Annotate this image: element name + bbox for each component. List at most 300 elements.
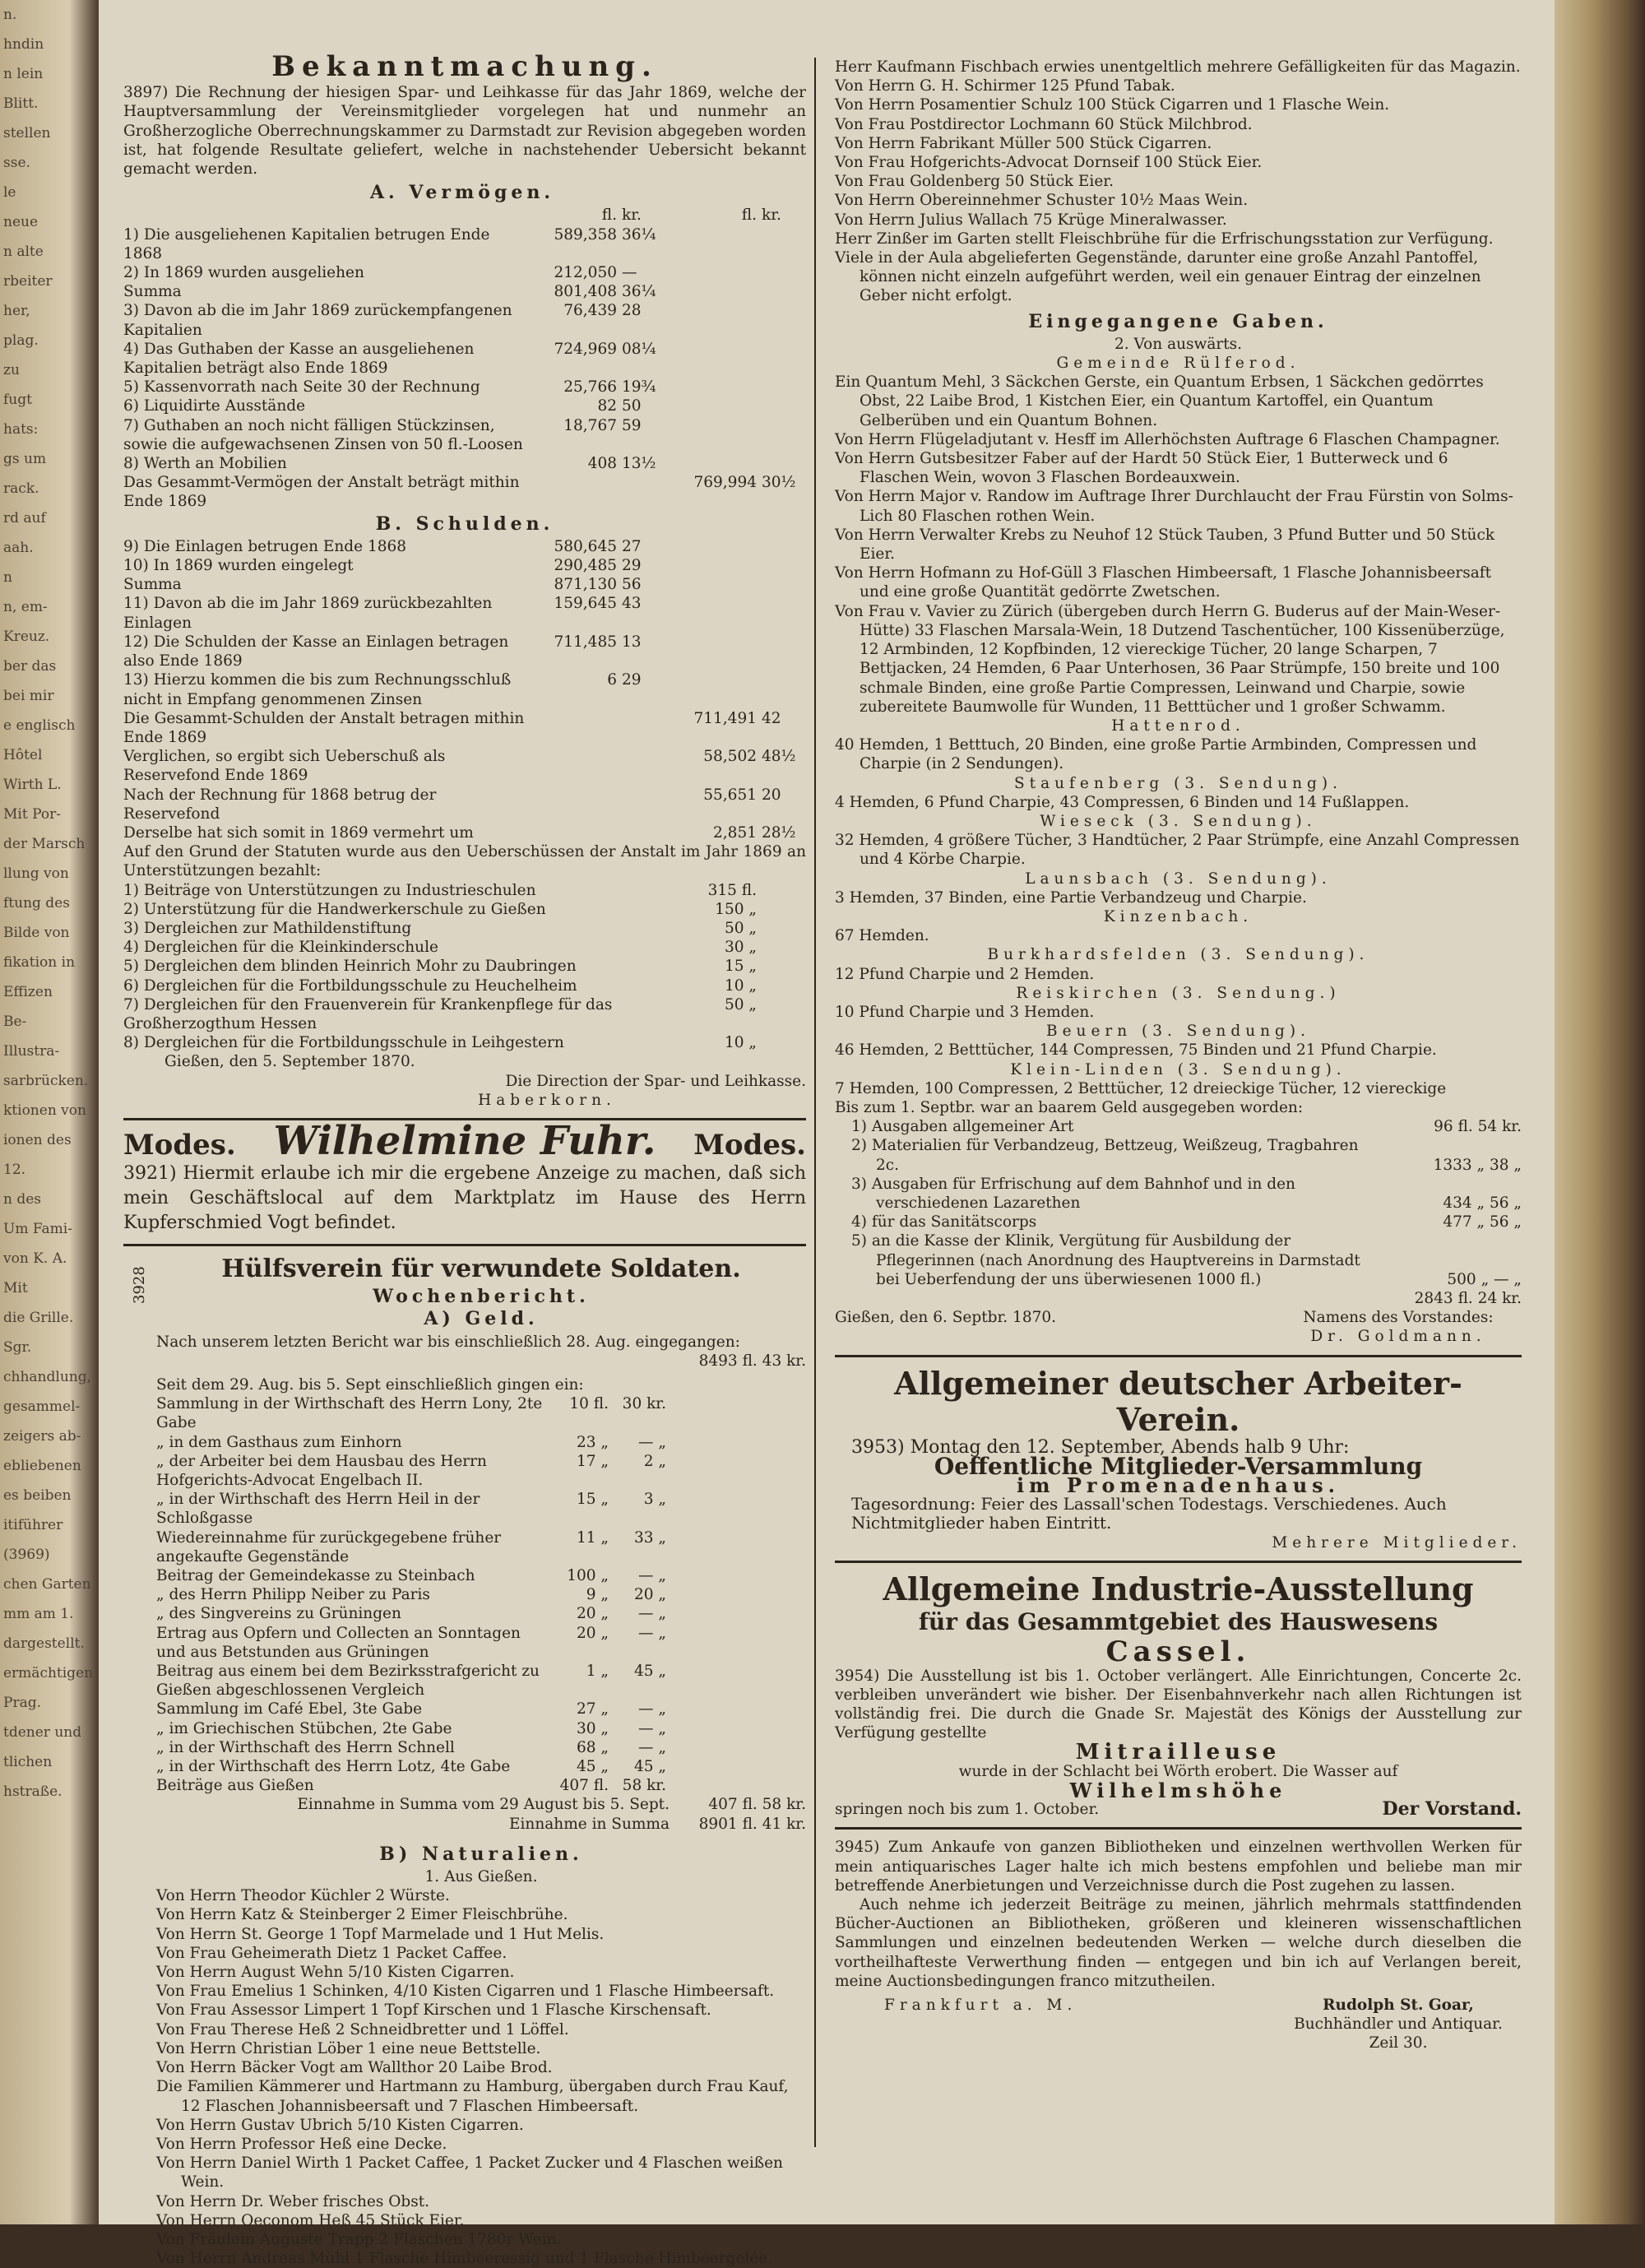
strip-line: tlichen: [3, 1754, 53, 1770]
cell-kr2: 28½: [762, 823, 796, 842]
strip-line: chen Garten: [3, 1576, 91, 1593]
list-item: Von Frau Geheimerath Dietz 1 Packet Caffee.: [156, 1944, 507, 1962]
cell-kr: — „: [638, 1433, 666, 1451]
list-item: Von Herrn Daniel Wirth 1 Packet Caffee, 1 Packet Zucker und 4 Flaschen weißen Wein.: [156, 2154, 783, 2191]
list-item: 7 Hemden, 100 Compressen, 2 Betttücher, 12 dreieckige Tücher, 12 viereckige: [835, 1079, 1447, 1097]
bekanntmachung-date: Gießen, den 5. September 1870.: [164, 1053, 415, 1071]
cell-kr1: 36¼: [622, 225, 656, 243]
cell-kr1: 50: [622, 397, 642, 415]
cell-kr: — „: [638, 1738, 666, 1756]
industrie-text: 3954) Die Ausstellung ist bis 1. October verlängert. Alle Einrichtungen, Concerte 2c. verbleiben unverändert wie bisher. Der Eisenbahnverkehr nach allen Richtungen ist vollständig frei. Die durch die Gnade Sr. Majestät des Königs der Ausstellung zur Verfügung gestellte: [835, 1667, 1522, 1742]
goar-name: Rudolph St. Goar,: [1323, 1997, 1474, 2015]
cell-amount: 10 „: [724, 976, 757, 995]
place-heading: Kinzenbach.: [1103, 907, 1253, 925]
table-row: [123, 881, 806, 900]
table-row: [156, 1433, 806, 1452]
cell-desc: 3) Dergleichen zur Mathildenstiftung: [123, 919, 412, 937]
goar-role: Buchhändler und Antiquar.: [1294, 2015, 1503, 2034]
strip-line: n des: [3, 1191, 42, 1208]
strip-line: rd auf: [3, 510, 46, 526]
cell-kr: 58 kr.: [622, 1777, 666, 1795]
table-row: [123, 976, 806, 995]
table-row: [851, 1117, 1522, 1136]
cell-desc: Nach der Rechnung für 1868 betrug der Reservefond: [123, 786, 437, 823]
strip-line: Kreuz.: [3, 628, 50, 645]
list-item: Ein Quantum Mehl, 3 Säckchen Gerste, ein Quantum Erbsen, 1 Säckchen gedörrtes Obst, 22 Laibe Brod, 1 Kistchen Eier, ein Quantum Kartoffel, ein Quantum Gelberüben und ein Quantum Bohnen.: [835, 373, 1484, 429]
list-item: Von Herrn August Wehn 5/10 Kisten Cigarren.: [156, 1964, 515, 1982]
strip-line: sse.: [3, 155, 30, 171]
strip-line: neue: [3, 214, 39, 230]
strip-line: die Grille.: [3, 1310, 74, 1326]
hilfs-title: Hülfsverein für verwundete Soldaten.: [221, 1255, 741, 1284]
cell-kr1: 59: [622, 416, 642, 434]
industrie-mitrailleuse: Mitrailleuse: [1075, 1739, 1281, 1765]
cell-kr2: [757, 594, 806, 632]
cell-desc: „ in der Wirthschaft des Herrn Lotz, 4te Gabe: [156, 1758, 511, 1776]
strip-line: fugt: [3, 392, 32, 408]
strip-line: llung von: [3, 865, 69, 882]
column-headers: fl. kr. fl. kr.: [601, 206, 781, 225]
section-b-title: B. Schulden.: [375, 513, 554, 535]
table-row: [851, 1175, 1522, 1213]
cell-desc: 4) Das Guthaben der Kasse an ausgeliehenen Kapitalien beträgt also Ende 1869: [123, 340, 475, 378]
cell-desc: 10) In 1869 wurden eingelegt: [123, 557, 354, 575]
table-row: [123, 670, 806, 708]
table-row: [851, 1231, 1522, 1289]
table-row: [123, 995, 806, 1033]
hilfs-number: 3928: [131, 1266, 148, 1305]
table-row: [156, 1700, 806, 1718]
cell-desc: „ in dem Gasthaus zum Einhorn: [156, 1433, 402, 1451]
cell-kr2: 30½: [762, 474, 796, 492]
cell-desc: „ in der Wirthschaft des Herrn Heil in der Schloßgasse: [156, 1491, 480, 1528]
list-item: Von Fräulein Auguste Trapp 2 Flaschen 1780r Wein.: [156, 2230, 562, 2248]
list-item: Von Frau v. Vavier zu Zürich (übergeben durch Herrn G. Buderus auf der Main-Weser-Hütte) 33 Flaschen Marsala-Wein, 18 Dutzend Taschentücher, 100 Kissenüberzüge, 12 Armbinden, 12 Kopfbinden, 12 viereckige Tücher, 20 lange Scharpen, 7 Bettjacken, 24 Hemden, 6 Paar Unterhosen, 36 Paar Strümpfe, 150 breite und 100 schmale Binden, eine große Partie Compressen, Leinwand und Charpie, sowie zubereitete Baumwolle für Wunden, 11 Betttücher und 1 großer Schwamm.: [835, 602, 1505, 716]
place-heading: Launsbach (3. Sendung).: [1025, 870, 1332, 888]
cell-kr1: 27: [622, 537, 642, 555]
cell-desc: Die Gesammt-Schulden der Anstalt betragen mithin Ende 1869: [123, 709, 525, 746]
table-row: [156, 1566, 806, 1585]
cell-fl2: [666, 454, 757, 473]
strip-line: Be-: [3, 1013, 27, 1030]
table-row: [123, 263, 806, 282]
hilfs-a-intro: Nach unserem letzten Bericht war bis einschließlich 28. Aug. eingegangen:: [156, 1333, 740, 1351]
cell-fl2: [666, 301, 757, 339]
strip-line: Sgr.: [3, 1339, 32, 1356]
list-item: Von Herrn Obereinnehmer Schuster 10½ Maas Wein.: [835, 192, 1249, 210]
place-heading: Klein-Linden (3. Sendung).: [1010, 1060, 1346, 1078]
cell-fl2: [666, 378, 757, 397]
hilfs-subtitle: Wochenbericht.: [373, 1286, 590, 1308]
strip-line: Hôtel: [3, 747, 43, 763]
table-row: [156, 1738, 806, 1757]
arbeiter-sign: Mehrere Mitglieder.: [1272, 1533, 1522, 1551]
cell-kr2: [757, 416, 806, 454]
table-row: [851, 1213, 1522, 1231]
cell-desc: 4) für das Sanitätscorps: [851, 1213, 1037, 1231]
cell-kr1: [617, 747, 666, 785]
cell-fl2: [666, 340, 757, 378]
table-row: [123, 225, 806, 263]
cell-desc: 2) Materialien für Verbandzeug, Bettzeug, Weißzeug, Tragbahren 2c.: [851, 1137, 1359, 1174]
cell-fl: 1 „: [586, 1663, 609, 1681]
table-row: [123, 537, 806, 556]
cell-amount: 477 „ 56 „: [1443, 1213, 1522, 1231]
cell-fl2: [666, 397, 757, 415]
strip-line: ftung des: [3, 895, 70, 911]
cell-fl1: 871,130: [554, 576, 617, 594]
bekanntmachung-mid-text: Auf den Grund der Statuten wurde aus den Ueberschüssen der Anstalt im Jahr 1869 an Unterstützungen bezahlt:: [123, 843, 806, 880]
strip-line: Mit: [3, 1280, 28, 1296]
list-item: Von Frau Postdirector Lochmann 60 Stück Milchbrod.: [835, 115, 1253, 133]
strip-line: n: [3, 569, 12, 586]
cell-desc: Summa: [123, 576, 182, 594]
cell-desc: 3) Davon ab die im Jahr 1869 zurückempfangenen Kapitalien: [123, 302, 512, 339]
cell-amount: 10 „: [724, 1034, 757, 1052]
list-item: Von Herrn Verwalter Krebs zu Neuhof 12 Stück Tauben, 3 Pfund Butter und 50 Stück Eier.: [835, 526, 1495, 564]
strip-line: Prag.: [3, 1695, 41, 1711]
page-edge: [1555, 0, 1645, 2224]
cell-kr: 20 „: [633, 1586, 666, 1604]
list-item: Von Frau Emelius 1 Schinken, 4/10 Kisten Cigarren und 1 Flasche Himbeersaft.: [156, 1983, 775, 2001]
cell-fl1: 82: [597, 397, 617, 415]
modes-label-right: Modes.: [693, 1128, 806, 1162]
cell-fl2: [666, 633, 757, 670]
ausgaben-signature-name: Dr. Goldmann.: [1310, 1328, 1486, 1346]
cell-fl1: 6: [607, 671, 617, 689]
strip-line: ionen des: [3, 1132, 72, 1148]
cell-desc: Beiträge aus Gießen: [156, 1777, 314, 1795]
place-heading: Beuern (3. Sendung).: [1046, 1023, 1310, 1041]
list-item: 12 Pfund Charpie und 2 Hemden.: [835, 965, 1095, 983]
list-item: 3 Hemden, 37 Binden, eine Partie Verbandzeug und Charpie.: [835, 888, 1307, 907]
left-column: [123, 50, 806, 2268]
modes-text: 3921) Hiermit erlaube ich mir die ergebene Anzeige zu machen, daß sich mein Geschäftslocal auf dem Marktplatz im Hause des Herrn Kupferschmied Vogt befindet.: [123, 1163, 806, 1234]
goar-place: Frankfurt a. M.: [884, 1997, 1077, 2015]
cell-desc: Verglichen, so ergibt sich Ueberschuß als Reservefond Ende 1869: [123, 748, 446, 785]
cell-fl2: [666, 225, 757, 263]
table-row: [123, 823, 806, 842]
ausgaben-intro: Bis zum 1. Septbr. war an baarem Geld ausgegeben worden:: [835, 1098, 1304, 1116]
list-item: Von Herrn Fabrikant Müller 500 Stück Cigarren.: [835, 134, 1212, 152]
cell-fl1: 290,485: [554, 557, 617, 575]
cell-desc: Beitrag aus einem bei dem Bezirksstrafgericht zu Gießen abgeschlossenen Vergleich: [156, 1663, 540, 1700]
cell-desc: 1) Ausgaben allgemeiner Art: [851, 1118, 1074, 1136]
strip-line: sarbrücken.: [3, 1073, 89, 1089]
table-row: [123, 575, 806, 594]
gaben-subtitle: 2. Von auswärts.: [1114, 335, 1243, 353]
cell-kr: 30 kr.: [622, 1395, 666, 1413]
goar-text2: Auch nehme ich jederzeit Beiträge zu meinen, jährlich mehrmals stattfindenden Bücher-Auctionen an Bibliotheken, größeren und kleineren wissenschaftlichen Sammlungen und einzelnen bedeutenden Werken — welche durch dieselben die vortheilhafteste Verwerthung finden — entgegen und bin ich auf Verlangen bereit, meine Auctionsbedingungen franco mitzutheilen.: [835, 1896, 1522, 1990]
cell-desc: „ in der Wirthschaft des Herrn Schnell: [156, 1738, 455, 1756]
strip-line: stellen: [3, 125, 51, 141]
place-heading: Staufenberg (3. Sendung).: [1013, 774, 1343, 792]
industrie-text2: wurde in der Schlacht bei Wörth erobert. Die Wasser auf: [958, 1762, 1398, 1780]
strip-line: n lein: [3, 66, 44, 82]
cell-fl1: [535, 823, 617, 842]
column-divider: [814, 58, 816, 2147]
cell-kr1: —: [622, 264, 637, 282]
cell-kr: — „: [638, 1719, 666, 1737]
table-row: [156, 1585, 806, 1604]
cell-fl1: 589,358: [554, 225, 617, 243]
hilfs-a-since: Seit dem 29. Aug. bis 5. Sept einschließlich gingen ein:: [156, 1375, 584, 1394]
table-row: [123, 282, 806, 301]
place-heading: Hattenrod.: [1111, 717, 1245, 735]
table-row: [123, 397, 806, 415]
cell-kr1: 08¼: [622, 340, 656, 358]
cell-desc: 8) Werth an Mobilien: [123, 455, 287, 473]
cell-fl2: 711,491: [693, 709, 757, 727]
cell-fl: 27 „: [576, 1700, 609, 1718]
cell-fl1: 580,645: [554, 537, 617, 555]
cell-kr2: [757, 378, 806, 397]
list-item: Von Herrn Gustav Ubrich 5/10 Kisten Cigarren.: [156, 2116, 524, 2134]
cell-kr2: [757, 454, 806, 473]
strip-line: n alte: [3, 243, 44, 260]
cell-fl: 30 „: [576, 1719, 609, 1737]
cell-fl: 20 „: [576, 1605, 609, 1623]
cell-kr1: 13: [622, 633, 642, 651]
cell-kr1: [617, 473, 666, 511]
list-item: Die Familien Kämmerer und Hartmann zu Hamburg, übergaben durch Frau Kauf, 12 Flaschen Johannisbeersaft und 7 Flaschen Himbeersaft.: [156, 2078, 789, 2115]
cell-fl: 407 fl.: [559, 1777, 609, 1795]
table-row: [123, 340, 806, 378]
list-item: Von Herrn Professor Heß eine Decke.: [156, 2135, 447, 2153]
list-item: Von Herrn Oeconom Heß 45 Stück Eier.: [156, 2211, 465, 2229]
cell-kr1: 29: [622, 557, 642, 575]
cell-kr2: [757, 225, 806, 263]
list-item: Von Frau Hofgerichts-Advocat Dornseif 100 Stück Eier.: [835, 154, 1263, 172]
industrie-text3: springen noch bis zum 1. October.: [835, 1801, 1100, 1819]
cell-fl1: 212,050: [554, 264, 617, 282]
industrie-wilhelmshoehe: Wilhelmshöhe: [1069, 1779, 1287, 1803]
cell-kr2: [757, 670, 806, 708]
strip-line: zeigers ab-: [3, 1428, 81, 1445]
cell-fl2: [666, 416, 757, 454]
cell-desc: Sammlung im Café Ebel, 3te Gabe: [156, 1700, 423, 1718]
hilfs-sum1-value: 407 fl. 58 kr.: [708, 1796, 806, 1814]
cell-fl1: 801,408: [554, 283, 617, 301]
gaben-title: Eingegangene Gaben.: [1028, 310, 1328, 332]
strip-line: der Marsch: [3, 836, 86, 852]
table-row: [156, 1394, 806, 1432]
industrie-title1: Allgemeine Industrie-Ausstellung: [883, 1570, 1474, 1607]
strip-line: Effizen: [3, 984, 53, 1000]
list-item: Viele in der Aula abgelieferten Gegenstände, darunter eine große Anzahl Pantoffel, können nicht einzeln aufgeführt werden, weil ein genauer Eintrag der einzelnen Geber nicht erfolgt.: [835, 249, 1481, 305]
hilfs-money-table: [156, 1394, 806, 1795]
cell-desc: 1) Die ausgeliehenen Kapitalien betrugen Ende 1868: [123, 225, 490, 262]
cell-kr2: [757, 537, 806, 556]
list-item: Von Herrn Flügeladjutant v. Hesff im Allerhöchsten Auftrage 6 Flaschen Champagner.: [835, 430, 1500, 448]
table-row: [123, 900, 806, 919]
cell-fl2: [666, 537, 757, 556]
ausgaben-table: [835, 1117, 1522, 1289]
table-row: [123, 633, 806, 670]
cell-fl: 11 „: [576, 1528, 609, 1547]
table-row: [156, 1490, 806, 1528]
cell-kr: 45 „: [633, 1663, 666, 1681]
cell-fl1: 724,969: [554, 340, 617, 358]
strip-line: n, em-: [3, 599, 48, 615]
cell-kr2: 48½: [762, 748, 796, 766]
cell-fl: 68 „: [576, 1738, 609, 1756]
cell-fl2: [666, 263, 757, 282]
cell-desc: 4) Dergleichen für die Kleinkinderschule: [123, 939, 438, 957]
cell-kr: 2 „: [643, 1452, 666, 1470]
support-table: [123, 881, 806, 1053]
list-item: 67 Hemden.: [835, 927, 929, 945]
list-item: Von Herrn Christian Löber 1 eine neue Bettstelle.: [156, 2039, 541, 2057]
strip-line: aah.: [3, 540, 34, 556]
hilfs-section-b: B) Naturalien.: [379, 1843, 583, 1865]
strip-line: Bilde von: [3, 925, 70, 941]
cell-amount: 96 fl. 54 kr.: [1434, 1118, 1522, 1136]
hilfs-section-a: A) Geld.: [424, 1308, 539, 1330]
cell-kr1: 13½: [622, 455, 656, 473]
cell-desc: 12) Die Schulden der Kasse an Einlagen betragen also Ende 1869: [123, 633, 509, 670]
cell-fl: 100 „: [567, 1567, 609, 1585]
list-item: Von Herrn G. H. Schirmer 125 Pfund Tabak.: [835, 77, 1175, 95]
table-row: [123, 301, 806, 339]
cell-desc: 5) Dergleichen dem blinden Heinrich Mohr zu Daubringen: [123, 958, 577, 976]
vermoegen-table: [123, 225, 806, 512]
list-item: Von Frau Goldenberg 50 Stück Eier.: [835, 173, 1114, 191]
table-row: [123, 473, 806, 511]
hilfs-sum1-label: Einnahme in Summa vom 29 August bis 5. Sept.: [297, 1796, 670, 1814]
cell-desc: 2) In 1869 wurden ausgeliehen: [123, 264, 364, 282]
table-row: [123, 938, 806, 957]
table-row: [123, 594, 806, 632]
cell-amount: 500 „ — „: [1447, 1270, 1522, 1288]
industrie-sign: Der Vorstand.: [1382, 1798, 1522, 1820]
list-item: Von Frau Therese Heß 2 Schneidbretter und 1 Löffel.: [156, 2020, 569, 2038]
adjacent-page-strip: [0, 0, 99, 2224]
cell-kr2: [757, 340, 806, 378]
cell-amount: 50 „: [724, 995, 757, 1013]
table-row: [123, 1033, 806, 1052]
strip-line: Wirth L.: [3, 777, 62, 793]
bekanntmachung-title: Bekanntmachung.: [271, 50, 658, 83]
hilfs-section-b-sub: 1. Aus Gießen.: [424, 1868, 538, 1886]
cell-amount: 30 „: [724, 939, 757, 957]
cell-fl2: 55,651: [703, 786, 757, 804]
industrie-title2: für das Gesammtgebiet des Hauswesens: [918, 1607, 1439, 1635]
cell-fl: 17 „: [576, 1452, 609, 1470]
strip-line: rack.: [3, 480, 39, 497]
strip-line: bei mir: [3, 688, 54, 704]
cell-kr2: 20: [762, 786, 781, 804]
table-row: [156, 1452, 806, 1490]
list-item: 32 Hemden, 4 größere Tücher, 3 Handtücher, 2 Paar Strümpfe, eine Anzahl Compressen und 4 Körbe Charpie.: [835, 832, 1520, 869]
cell-fl1: 408: [587, 455, 617, 473]
place-heading: Gemeinde Rülferod.: [1056, 355, 1300, 373]
cell-desc: 6) Dergleichen für die Fortbildungsschule zu Heuchelheim: [123, 976, 577, 995]
cell-fl2: 769,994: [693, 474, 757, 492]
section-a-title: A. Vermögen.: [369, 182, 554, 204]
table-row: [156, 1757, 806, 1776]
strip-line: 12.: [3, 1162, 26, 1178]
donations-list-top: [835, 58, 1522, 306]
cell-amount: 150 „: [715, 900, 757, 918]
cell-desc: 5) Kassenvorrath nach Seite 30 der Rechnung: [123, 378, 480, 397]
cell-kr: — „: [638, 1567, 666, 1585]
cell-fl1: [535, 786, 617, 823]
list-item: Von Herrn Hofmann zu Hof-Güll 3 Flaschen Himbeersaft, 1 Flasche Johannisbeersaft und eine große Quantität gedörrte Zwetschen.: [835, 564, 1492, 601]
table-row: [123, 957, 806, 976]
cell-amount: 15 „: [724, 958, 757, 976]
ausgaben-signature: Namens des Vorstandes:: [1303, 1309, 1494, 1327]
cell-fl2: [666, 282, 757, 301]
hilfs-sum2-value: 8901 fl. 41 kr.: [698, 1815, 806, 1833]
table-row: [156, 1719, 806, 1738]
table-row: [123, 416, 806, 454]
strip-line: Blitt.: [3, 95, 39, 112]
cell-fl2: 2,851: [713, 823, 757, 842]
cell-kr: — „: [638, 1605, 666, 1623]
cell-fl1: [535, 747, 617, 785]
right-column: [835, 58, 1522, 2053]
cell-fl1: 18,767: [563, 416, 617, 434]
strip-line: rbeiter: [3, 273, 53, 290]
place-heading: Burkhardsfelden (3. Sendung).: [987, 946, 1369, 964]
cell-desc: 7) Guthaben an noch nicht fälligen Stückzinsen, sowie die aufgewachsenen Zinsen von 50 fl.-Loosen: [123, 416, 523, 453]
strip-line: hndin: [3, 36, 44, 53]
list-item: 46 Hemden, 2 Betttücher, 144 Compressen, 75 Binden und 21 Pfund Charpie.: [835, 1041, 1437, 1060]
bekanntmachung-signature-name: Haberkorn.: [478, 1091, 616, 1109]
hilfs-sum2-label: Einnahme in Summa: [509, 1815, 670, 1833]
table-row: [156, 1624, 806, 1662]
cell-desc: Beitrag der Gemeindekasse zu Steinbach: [156, 1567, 475, 1585]
cell-amount: 315 fl.: [707, 881, 757, 899]
cell-amount: 50 „: [724, 919, 757, 937]
table-row: [123, 919, 806, 938]
ausgaben-date: Gießen, den 6. Septbr. 1870.: [835, 1309, 1057, 1327]
cell-desc: 13) Hierzu kommen die bis zum Rechnungsschluß nicht in Empfang genommenen Zinsen: [123, 671, 512, 708]
strip-line: von K. A.: [3, 1250, 67, 1267]
place-heading: Reiskirchen (3. Sendung.): [1016, 984, 1341, 1002]
cell-fl: 45 „: [576, 1758, 609, 1776]
cell-kr1: [617, 709, 666, 747]
strip-line: dargestellt.: [3, 1635, 85, 1652]
cell-kr1: [617, 823, 666, 842]
cell-desc: „ im Griechischen Stübchen, 2te Gabe: [156, 1719, 452, 1737]
cell-desc: „ der Arbeiter bei dem Hausbau des Herrn Hofgerichts-Advocat Engelbach II.: [156, 1452, 487, 1489]
cell-kr1: 28: [622, 302, 642, 320]
strip-line: Illustra-: [3, 1043, 60, 1060]
strip-line: ber das: [3, 658, 57, 675]
table-row: [123, 747, 806, 785]
strip-line: hstraße.: [3, 1783, 63, 1800]
cell-kr: — „: [638, 1624, 666, 1642]
cell-kr2: [757, 263, 806, 282]
strip-line: mm am 1.: [3, 1606, 74, 1622]
cell-desc: Sammlung in der Wirthschaft des Herrn Lony, 2te Gabe: [156, 1395, 543, 1432]
list-item: Von Herrn Julius Wallach 75 Krüge Mineralwasser.: [835, 211, 1227, 229]
strip-line: tdener und: [3, 1724, 82, 1741]
cell-fl: 9 „: [586, 1586, 609, 1604]
bekanntmachung-signature: Die Direction der Spar- und Leihkasse.: [505, 1072, 806, 1090]
list-item: Von Herrn Katz & Steinberger 2 Eimer Fleischbrühe.: [156, 1906, 568, 1924]
cell-kr: — „: [638, 1700, 666, 1718]
goar-text: 3945) Zum Ankaufe von ganzen Bibliotheken und einzelnen werthvollen Werken für mein antiquarisches Lager halte ich mich bestens empfohlen und beliebe man mir betreffende Anerbietungen und Verzeichnisse durch die Post zugehen zu lassen.: [835, 1839, 1522, 1895]
strip-line: (3969): [3, 1547, 50, 1563]
list-item: Von Herrn Bäcker Vogt am Wallthor 20 Laibe Brod.: [156, 2059, 553, 2077]
strip-line: itiführer: [3, 1517, 63, 1533]
cell-fl: 20 „: [576, 1624, 609, 1642]
cell-fl2: [666, 575, 757, 594]
strip-line: n.: [3, 7, 17, 23]
